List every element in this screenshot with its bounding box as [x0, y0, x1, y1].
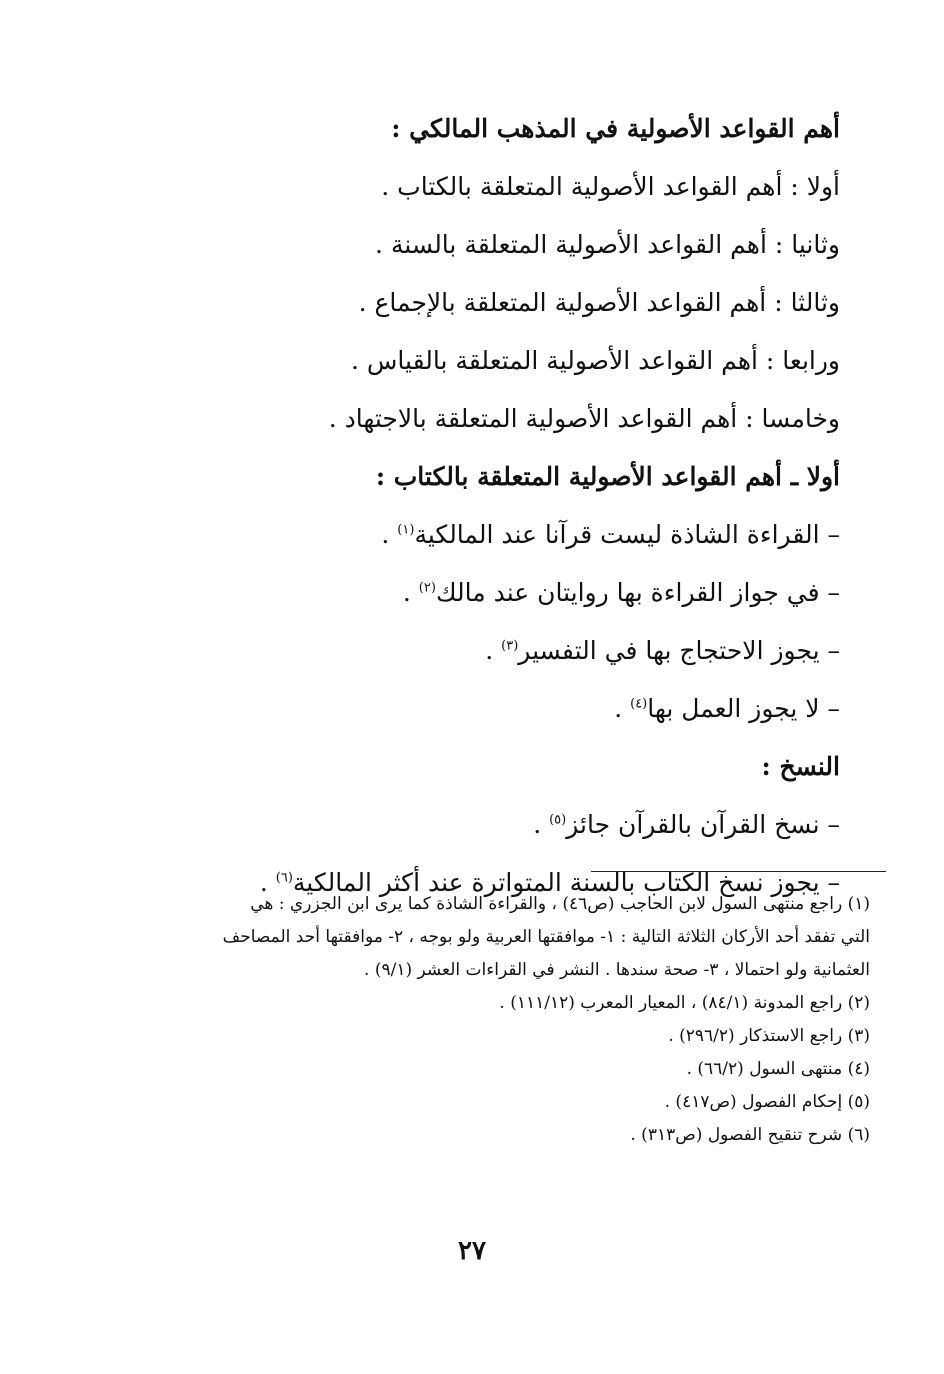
page-number: ٢٧: [458, 1236, 486, 1266]
outline-item-3: وثالثا : أهم القواعد الأصولية المتعلقة بالإجماع .: [358, 288, 840, 317]
footnote-3: (٣) راجع الاستذكار (٢٩٦/٢) .: [668, 1026, 870, 1046]
list-item-end: .: [533, 810, 550, 839]
outline-item-2: وثانيا : أهم القواعد الأصولية المتعلقة بالسنة .: [375, 230, 840, 259]
list-item-text: – القراءة الشاذة ليست قرآنا عند المالكية: [414, 520, 840, 549]
list-item-text: – لا يجوز العمل بها: [647, 694, 840, 723]
list-item-end: .: [259, 868, 276, 897]
footnote-2: (٢) راجع المدونة (٨٤/١) ، المعيار المعرب (١١١/١٢) .: [499, 993, 870, 1013]
outline-item-4: ورابعا : أهم القواعد الأصولية المتعلقة بالقياس .: [351, 346, 840, 375]
footnote-divider: [591, 871, 886, 872]
naskh-heading: النسخ :: [761, 752, 840, 781]
footnote-1-line-2: التي تفقد أحد الأركان الثلاثة التالية : ١- موافقتها العربية ولو بوجه ، ٢- موافقتها أحد المصاحف: [222, 927, 870, 947]
list-item-end: .: [614, 694, 631, 723]
footnote-1-line-1: (١) راجع منتهى السول لابن الحاجب (ص٤٦) ، والقراءة الشاذة كما يرى ابن الجزري : هي: [250, 894, 870, 914]
list-item: [100, 622, 840, 680]
footnote-ref: (٢): [418, 580, 436, 596]
list-item-text: – يجوز الاحتجاج بها في التفسير: [518, 636, 840, 665]
list-item-text: – في جواز القراءة بها روايتان عند مالك: [435, 578, 840, 607]
footnote-ref: (٥): [549, 812, 567, 828]
footnote-ref: (٦): [275, 870, 293, 886]
footnote-4: (٤) منتهى السول (٦٦/٢) .: [686, 1059, 870, 1079]
list-item-end: .: [485, 636, 502, 665]
list-item-text: – نسخ القرآن بالقرآن جائز: [566, 810, 840, 839]
list-item-end: .: [381, 520, 398, 549]
footnote-ref: (٤): [630, 696, 648, 712]
list-item: [100, 680, 840, 738]
footnote-ref: (٣): [501, 638, 519, 654]
outline-item-1: أولا : أهم القواعد الأصولية المتعلقة بالكتاب .: [381, 172, 840, 201]
footnote-1: [130, 888, 870, 987]
subsection-heading: أولا ـ أهم القواعد الأصولية المتعلقة بالكتاب :: [375, 462, 840, 491]
section-heading: أهم القواعد الأصولية في المذهب المالكي :: [391, 114, 840, 143]
footnote-ref: (١): [397, 522, 415, 538]
main-text: [100, 100, 840, 912]
list-item-text: – يجوز نسخ الكتاب بالسنة المتواترة عند أكثر المالكية: [292, 868, 840, 897]
footnote-1-line-3: العثمانية ولو احتمالا ، ٣- صحة سندها . النشر في القراءات العشر (٩/١) .: [364, 960, 870, 980]
list-item: [100, 506, 840, 564]
footnote-6: (٦) شرح تنقيح الفصول (ص٣١٣) .: [630, 1125, 870, 1145]
list-item: [100, 796, 840, 854]
list-item-end: .: [402, 578, 419, 607]
footnote-5: (٥) إحكام الفصول (ص٤١٧) .: [664, 1092, 870, 1112]
outline-item-5: وخامسا : أهم القواعد الأصولية المتعلقة بالاجتهاد .: [328, 404, 840, 433]
footnotes: [130, 888, 870, 1152]
list-item: [100, 564, 840, 622]
